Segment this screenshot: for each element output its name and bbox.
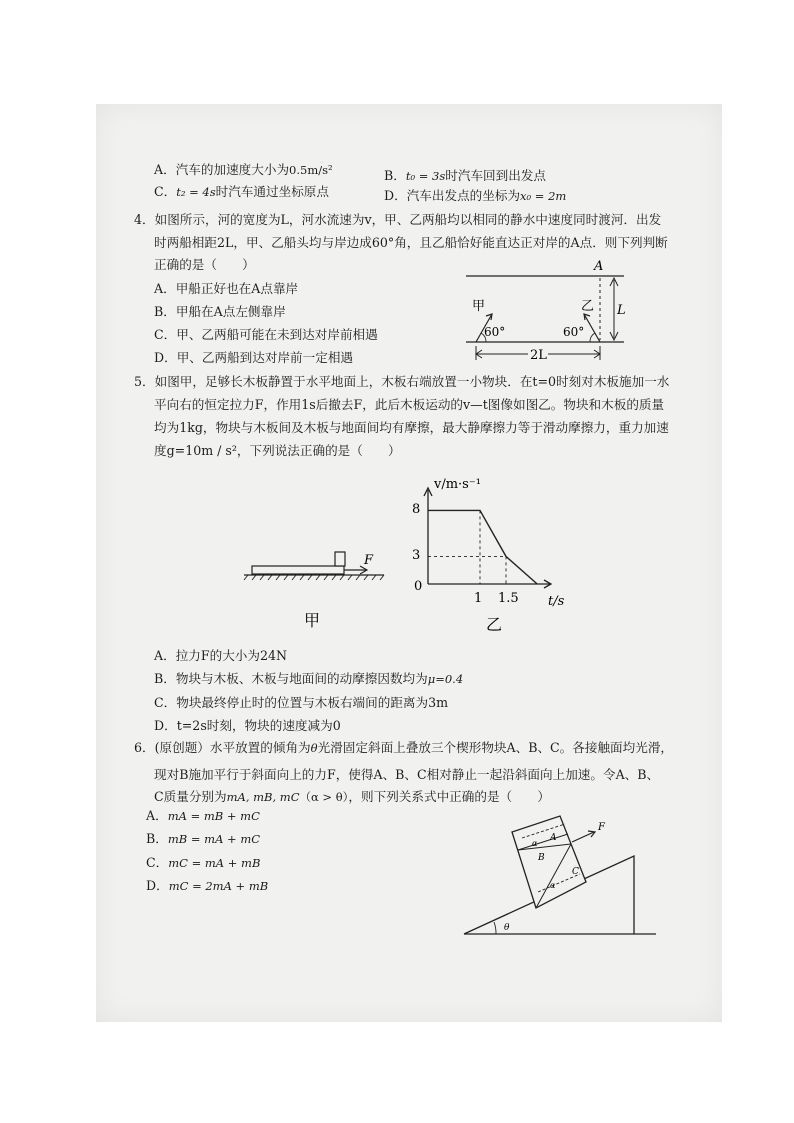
q4-stem-line3: 正确的是（ ） xyxy=(154,257,255,272)
force-label: F xyxy=(364,553,374,568)
q5-stem-line4: 度g=10m / s²，下列说法正确的是（ ） xyxy=(154,443,401,458)
point-a-label: A xyxy=(594,259,604,274)
vt-curve xyxy=(428,510,537,584)
block-b xyxy=(512,816,586,908)
board-block-figure xyxy=(240,540,388,636)
x-tick-1: 1 xyxy=(474,591,483,606)
q5-option-d: D．t=2s时刻，物块的速度减为0 xyxy=(154,718,341,733)
vt-chart xyxy=(404,472,584,638)
q3-option-c: C．t₂ = 4s时汽车通过坐标原点 xyxy=(154,184,329,199)
q6-stem-line1: 6．(原创题）水平放置的倾角为θ光滑固定斜面上叠放三个楔形物块A、B、C。各接触面均光滑， xyxy=(134,740,674,755)
ground-hatching xyxy=(244,575,384,580)
y-axis-label: v/m·s⁻¹ xyxy=(434,477,481,492)
q5-stem-line2: 平向右的恒定拉力F，作用1s后撤去F，此后木板运动的v—t图像如图乙。物块和木板的质量 xyxy=(154,397,665,412)
q4-option-a: A．甲船正好也在A点靠岸 xyxy=(154,281,299,296)
block xyxy=(335,552,345,566)
y-tick-3: 3 xyxy=(412,548,421,563)
force-f-arrow xyxy=(572,832,594,842)
q3-option-a: A．汽车的加速度大小为0.5m/s² xyxy=(154,162,333,177)
label-b: B xyxy=(538,853,545,863)
q4-option-b: B．甲船在A点左侧靠岸 xyxy=(154,304,286,319)
q6-stem-line3: C质量分别为mA, mB, mC（α > θ），则下列关系式中正确的是（ ） xyxy=(154,789,550,804)
label-a: A xyxy=(550,833,557,843)
figure-yi-caption: 乙 xyxy=(486,615,503,634)
yi-angle-label: 60° xyxy=(563,325,585,339)
q6-option-d: D．mC = 2mA + mB xyxy=(146,878,269,893)
q6-option-c: C．mC = mA + mB xyxy=(146,855,261,870)
force-f-label: F xyxy=(598,822,605,833)
q6-option-b: B．mB = mA + mC xyxy=(146,831,261,846)
yi-velocity-arrow xyxy=(584,314,600,342)
label-c: C xyxy=(572,867,579,877)
width-l-label: L xyxy=(617,303,626,318)
origin-label: 0 xyxy=(414,579,423,594)
q4-option-d: D．甲、乙两船到达对岸前一定相遇 xyxy=(154,350,354,365)
q4-option-c: C．甲、乙两船可能在未到达对岸前相遇 xyxy=(154,327,378,342)
alpha-top-label: α xyxy=(532,839,538,848)
q5-option-c: C．物块最终停止时的位置与木板右端间的距离为3m xyxy=(154,695,449,710)
q5-option-a: A．拉力F的大小为24N xyxy=(154,648,288,663)
vt-guide-lines xyxy=(428,510,506,584)
jia-label: 甲 xyxy=(472,299,486,314)
q4-stem-line2: 时两船相距2L，甲、乙船头均与岸边成60°角，且乙船恰好能直达正对岸的A点．则下列判断 xyxy=(154,235,668,250)
q6-stem-line2: 现对B施加平行于斜面向上的力F，使得A、B、C相对静止一起沿斜面向上加速。令A、B、 xyxy=(154,767,660,782)
q5-stem-line3: 均为1kg，物块与木板间及木板与地面间均有摩擦，最大静摩擦力等于滑动摩擦力，重力加速 xyxy=(154,420,669,435)
river-crossing-figure xyxy=(460,252,632,364)
theta-label: θ xyxy=(504,923,510,933)
q4-stem-line1: 4．如图所示，河的宽度为L，河水流速为v，甲、乙两船均以相同的静水中速度同时渡河．出发 xyxy=(134,212,662,227)
q5-option-b: B．物块与木板、木板与地面间的动摩擦因数均为μ=0.4 xyxy=(154,671,464,686)
q3-option-b: B．t₀ = 3s时汽车回到出发点 xyxy=(384,168,547,183)
x-axis-label: t/s xyxy=(548,594,565,609)
q5-stem-line1: 5．如图甲，足够长木板静置于水平地面上，木板右端放置一小物块．在t=0时刻对木板施加一水 xyxy=(134,374,670,389)
yi-label: 乙 xyxy=(581,299,595,314)
board xyxy=(252,566,344,574)
jia-angle-label: 60° xyxy=(484,325,506,339)
alpha-bottom-label: α xyxy=(550,881,556,890)
q3-option-d: D．汽车出发点的坐标为x₀ = 2m xyxy=(384,188,567,203)
q6-option-a: A．mA = mB + mC xyxy=(146,808,260,823)
x-tick-1-5: 1.5 xyxy=(498,591,519,606)
distance-2l-label: 2L xyxy=(530,348,547,363)
wedge-figure xyxy=(460,812,660,940)
figure-jia-caption: 甲 xyxy=(304,611,321,630)
y-tick-8: 8 xyxy=(412,502,421,517)
